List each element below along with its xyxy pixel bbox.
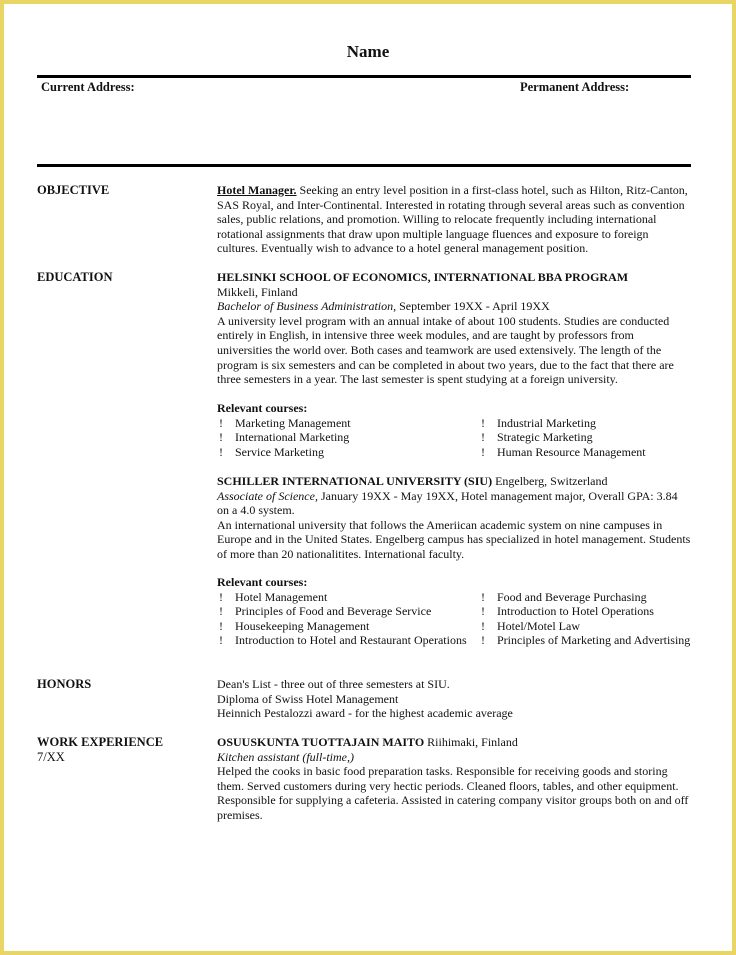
- course-item: [479, 604, 691, 619]
- course-item: [479, 430, 691, 445]
- honors-block: [217, 677, 691, 721]
- course-label: Introduction to Hotel and Restaurant Operations: [235, 633, 467, 648]
- bullet-icon: !: [219, 444, 223, 459]
- education-school1: [217, 270, 691, 387]
- honor-item: Dean's List - three out of three semesters at SIU.: [217, 677, 450, 691]
- work-location: Riihimaki, Finland: [424, 735, 518, 749]
- course-item: [479, 416, 691, 431]
- work-experience-label: WORK EXPERIENCE: [37, 735, 164, 749]
- course-label: Principles of Food and Beverage Service: [235, 604, 432, 619]
- course-label: Industrial Marketing: [497, 415, 596, 430]
- school1-location: Mikkeli, Finland: [217, 284, 298, 299]
- course-label: Hotel/Motel Law: [497, 618, 580, 633]
- bullet-icon: !: [481, 604, 485, 619]
- course-item: [217, 445, 479, 460]
- course-label: Housekeeping Management: [235, 618, 370, 633]
- work-date: 7/XX: [37, 750, 65, 764]
- objective-text: Seeking an entry level position in a first-class hotel, such as Hilton, Ritz-Canton, SAS Royal, and Inter-Continental. Interested in rotating through several areas such as convention sales, public relations, and promotion. Willing to relocate frequently including international rotational assignments that draw upon multiple language fluences and exposure to foreign cultures. Eventually wish to advance to a hotel general management position.: [217, 183, 688, 256]
- education-label: EDUCATION: [37, 270, 113, 284]
- course-item: [479, 633, 691, 648]
- bullet-icon: !: [219, 604, 223, 619]
- school2-courses-list: [217, 590, 691, 648]
- work-position: Kitchen assistant (full-time,): [217, 749, 354, 764]
- bullet-icon: !: [481, 618, 485, 633]
- course-label: Principles of Marketing and Advertising: [497, 633, 691, 648]
- course-label: International Marketing: [235, 430, 350, 445]
- school1-dates: September 19XX - April 19XX: [396, 299, 550, 314]
- permanent-address-label: Permanent Address:: [520, 80, 630, 94]
- school2-location: Engelberg, Switzerland: [492, 474, 608, 488]
- course-label: Introduction to Hotel Operations: [497, 604, 654, 619]
- bullet-icon: !: [481, 633, 485, 648]
- bullet-icon: !: [219, 430, 223, 445]
- school1-degree: Bachelor of Business Administration,: [217, 299, 397, 314]
- course-item: [479, 445, 691, 460]
- bullet-icon: !: [481, 430, 485, 445]
- bullet-icon: !: [219, 589, 223, 604]
- bullet-icon: !: [219, 633, 223, 648]
- course-label: Human Resource Management: [497, 444, 646, 459]
- course-item: [217, 590, 479, 605]
- course-item: [217, 604, 479, 619]
- school1-description: A university level program with an annual intake of about 100 students. Studies are conducted entirely in English, in intensive three week modules, and are taught by professors from universities the world over. Both cases and teamwork are used extensively. The length of the program is six semesters and can be completed in about two years, due to the fact that there are three semesters in a year. The last semester is spent studying at a foreign university.: [217, 313, 674, 387]
- objective-label: OBJECTIVE: [37, 183, 110, 197]
- objective-role: Hotel Manager.: [217, 183, 297, 197]
- course-item: [217, 633, 479, 648]
- bullet-icon: !: [219, 415, 223, 430]
- resume-name: Name: [346, 42, 390, 61]
- course-item: [217, 416, 479, 431]
- course-item: [217, 430, 479, 445]
- education-school2: [217, 474, 691, 562]
- course-label: Hotel Management: [235, 589, 328, 604]
- school2-details: January 19XX - May 19XX, Hotel management major, Overall GPA: 3.84 on a 4.0 system.: [217, 488, 678, 518]
- work-description: Helped the cooks in basic food preparation tasks. Responsible for receiving goods and storing them. Served customers during very hectic periods. Cleaned floors, tables, and other equipment. Responsible for supplying a cafeteria. Assisted in catering company visitor groups both on and off premises.: [217, 764, 689, 822]
- school1-name: HELSINKI SCHOOL OF ECONOMICS, INTERNATIONAL BBA PROGRAM: [217, 270, 629, 284]
- course-item: [479, 619, 691, 634]
- current-address-label: Current Address:: [41, 80, 135, 94]
- honors-label: HONORS: [37, 677, 92, 691]
- bullet-icon: !: [481, 415, 485, 430]
- course-label: Food and Beverage Purchasing: [497, 589, 647, 604]
- header-bottom-rule: [37, 164, 691, 167]
- course-item: [479, 590, 691, 605]
- objective-block: [217, 183, 691, 256]
- bullet-icon: !: [219, 618, 223, 633]
- course-label: Marketing Management: [235, 415, 351, 430]
- school2-name: SCHILLER INTERNATIONAL UNIVERSITY (SIU): [217, 474, 493, 488]
- school2-courses-title: Relevant courses:: [217, 575, 308, 589]
- bullet-icon: !: [481, 444, 485, 459]
- work-employer: OSUUSKUNTA TUOTTAJAIN MAITO: [217, 735, 425, 749]
- header-top-rule: [37, 75, 691, 78]
- school1-courses-block: [217, 401, 691, 459]
- school2-degree: Associate of Science,: [217, 488, 318, 503]
- honor-item: Diploma of Swiss Hotel Management: [217, 691, 399, 706]
- school1-courses-list: [217, 416, 691, 460]
- course-label: Service Marketing: [235, 444, 324, 459]
- school1-courses-title: Relevant courses:: [217, 401, 308, 415]
- course-label: Strategic Marketing: [497, 430, 593, 445]
- bullet-icon: !: [481, 589, 485, 604]
- honor-item: Heinnich Pestalozzi award - for the highest academic average: [217, 706, 513, 721]
- work-block: [217, 735, 691, 823]
- school2-description: An international university that follows the Ameriican academic system on nine campuses in Europe and in the United States. Engelberg campus has specialized in hotel management. Students of more than 20 nationalitites. International faculty.: [217, 517, 691, 561]
- school2-courses-block: [217, 575, 691, 648]
- course-item: [217, 619, 479, 634]
